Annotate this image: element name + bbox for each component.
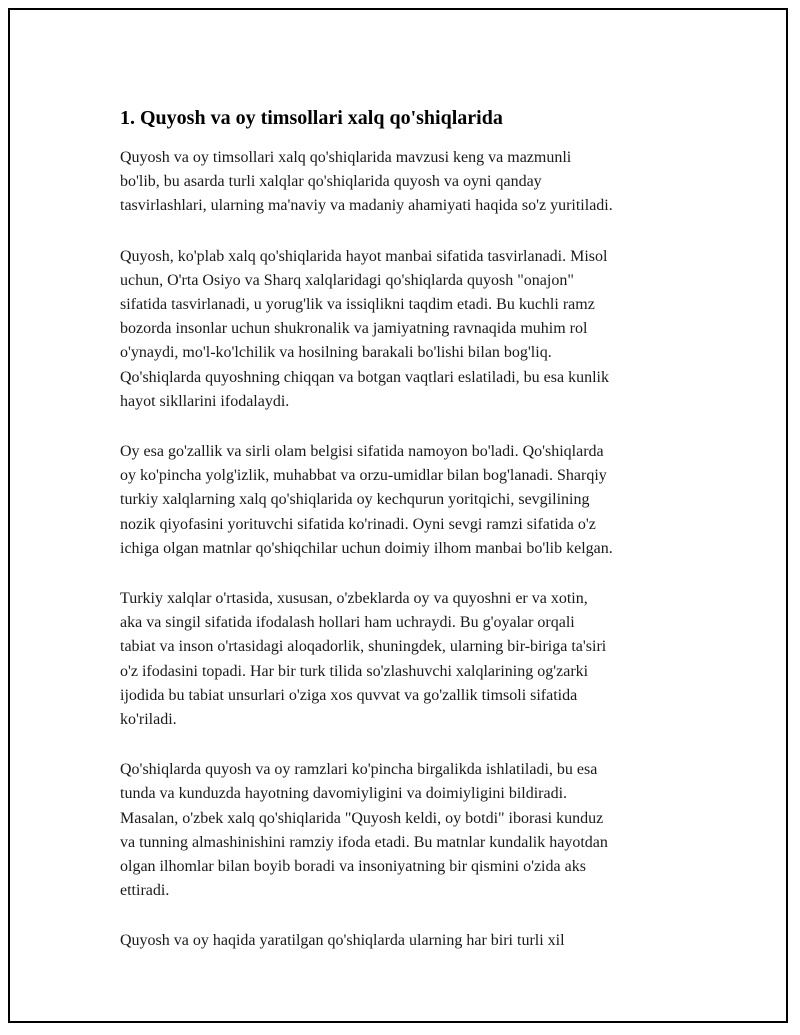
text-line: oy ko'pincha yolg'izlik, muhabbat va orzu-umidlar bilan bog'lanadi. Sharqiy — [120, 467, 607, 485]
text-line: bo'lib, bu asarda turli xalqlar qo'shiqlarida quyosh va oyni qanday — [120, 173, 542, 191]
text-line: Qo'shiqlarda quyosh va oy ramzlari ko'pincha birgalikda ishlatiladi, bu esa — [120, 761, 598, 779]
text-line: aka va singil sifatida ifodalash hollari ham uchraydi. Bu g'oyalar orqali — [120, 614, 575, 632]
text-line: Quyosh, ko'plab xalq qo'shiqlarida hayot manbai sifatida tasvirlanadi. Misol — [120, 247, 608, 265]
text-line: Qo'shiqlarda quyoshning chiqqan va botgan vaqtlari eslatiladi, bu esa kunlik — [120, 368, 609, 386]
text-line: olgan ilhomlar bilan boyib boradi va insoniyatning bir qismini o'zida aks — [120, 858, 586, 876]
document-body — [120, 106, 700, 954]
text-line: ichiga olgan matnlar qo'shiqchilar uchun doimiy ilhom manbai bo'lib kelgan. — [120, 539, 613, 557]
text-line: ijodida bu tabiat unsurlari o'ziga xos quvvat va go'zallik timsoli sifatida — [120, 686, 578, 704]
text-line: hayot sikllarini ifodalaydi. — [120, 392, 290, 410]
text-line: nozik qiyofasini yorituvchi sifatida ko'rinadi. Oyni sevgi ramzi sifatida o'z — [120, 515, 596, 533]
document-title: 1. Quyosh va oy timsollari xalq qo'shiqlarida — [120, 107, 503, 129]
text-line: uchun, O'rta Osiyo va Sharq xalqlaridagi qo'shiqlarda quyosh "onajon" — [120, 271, 574, 289]
text-line: turkiy xalqlarning xalq qo'shiqlarida oy kechqurun yoritqichi, sevgilining — [120, 491, 590, 509]
text-line: Quyosh va oy haqida yaratilgan qo'shiqlarda ularning har biri turli xil — [120, 932, 565, 950]
paragraph-list — [120, 146, 700, 954]
text-line: Masalan, o'zbek xalq qo'shiqlarida "Quyosh keldi, oy botdi" iborasi kunduz — [120, 809, 604, 827]
paragraph — [120, 146, 700, 219]
text-line: tabiat va inson o'rtasidagi aloqadorlik, shuningdek, ularning bir-biriga ta'siri — [120, 638, 607, 656]
text-line: Oy esa go'zallik va sirli olam belgisi sifatida namoyon bo'ladi. Qo'shiqlarda — [120, 443, 604, 461]
text-line: Turkiy xalqlar o'rtasida, xususan, o'zbeklarda oy va quyoshni er va xotin, — [120, 590, 588, 608]
paragraph — [120, 758, 700, 903]
text-line: ko'riladi. — [120, 711, 177, 729]
paragraph — [120, 440, 700, 561]
text-line: Quyosh va oy timsollari xalq qo'shiqlarida mavzusi keng va mazmunli — [120, 149, 572, 166]
text-line: o'z ifodasini topadi. Har bir turk tilida so'zlashuvchi xalqlarining og'zarki — [120, 662, 589, 680]
paragraph — [120, 587, 700, 732]
text-line: va tunning almashinishini ramziy ifoda etadi. Bu matnlar kundalik hayotdan — [120, 833, 608, 851]
text-line: o'ynaydi, mo'l-ko'lchilik va hosilning barakali bo'lishi bilan bog'liq. — [120, 344, 552, 362]
text-line: ettiradi. — [120, 882, 170, 900]
text-line: bozorda insonlar uchun shukronalik va jamiyatning ravnaqida muhim rol — [120, 320, 588, 338]
text-line: sifatida tasvirlanadi, u yorug'lik va issiqlikni taqdim etadi. Bu kuchli ramz — [120, 296, 595, 314]
paragraph — [120, 929, 700, 953]
text-line: tunda va kunduzda hayotning davomiyligini va doimiyligini bildiradi. — [120, 785, 568, 803]
paragraph — [120, 245, 700, 414]
text-line: tasvirlashlari, ularning ma'naviy va madaniy ahamiyati haqida so'z yuritiladi. — [120, 197, 613, 215]
page-frame — [8, 8, 788, 1023]
